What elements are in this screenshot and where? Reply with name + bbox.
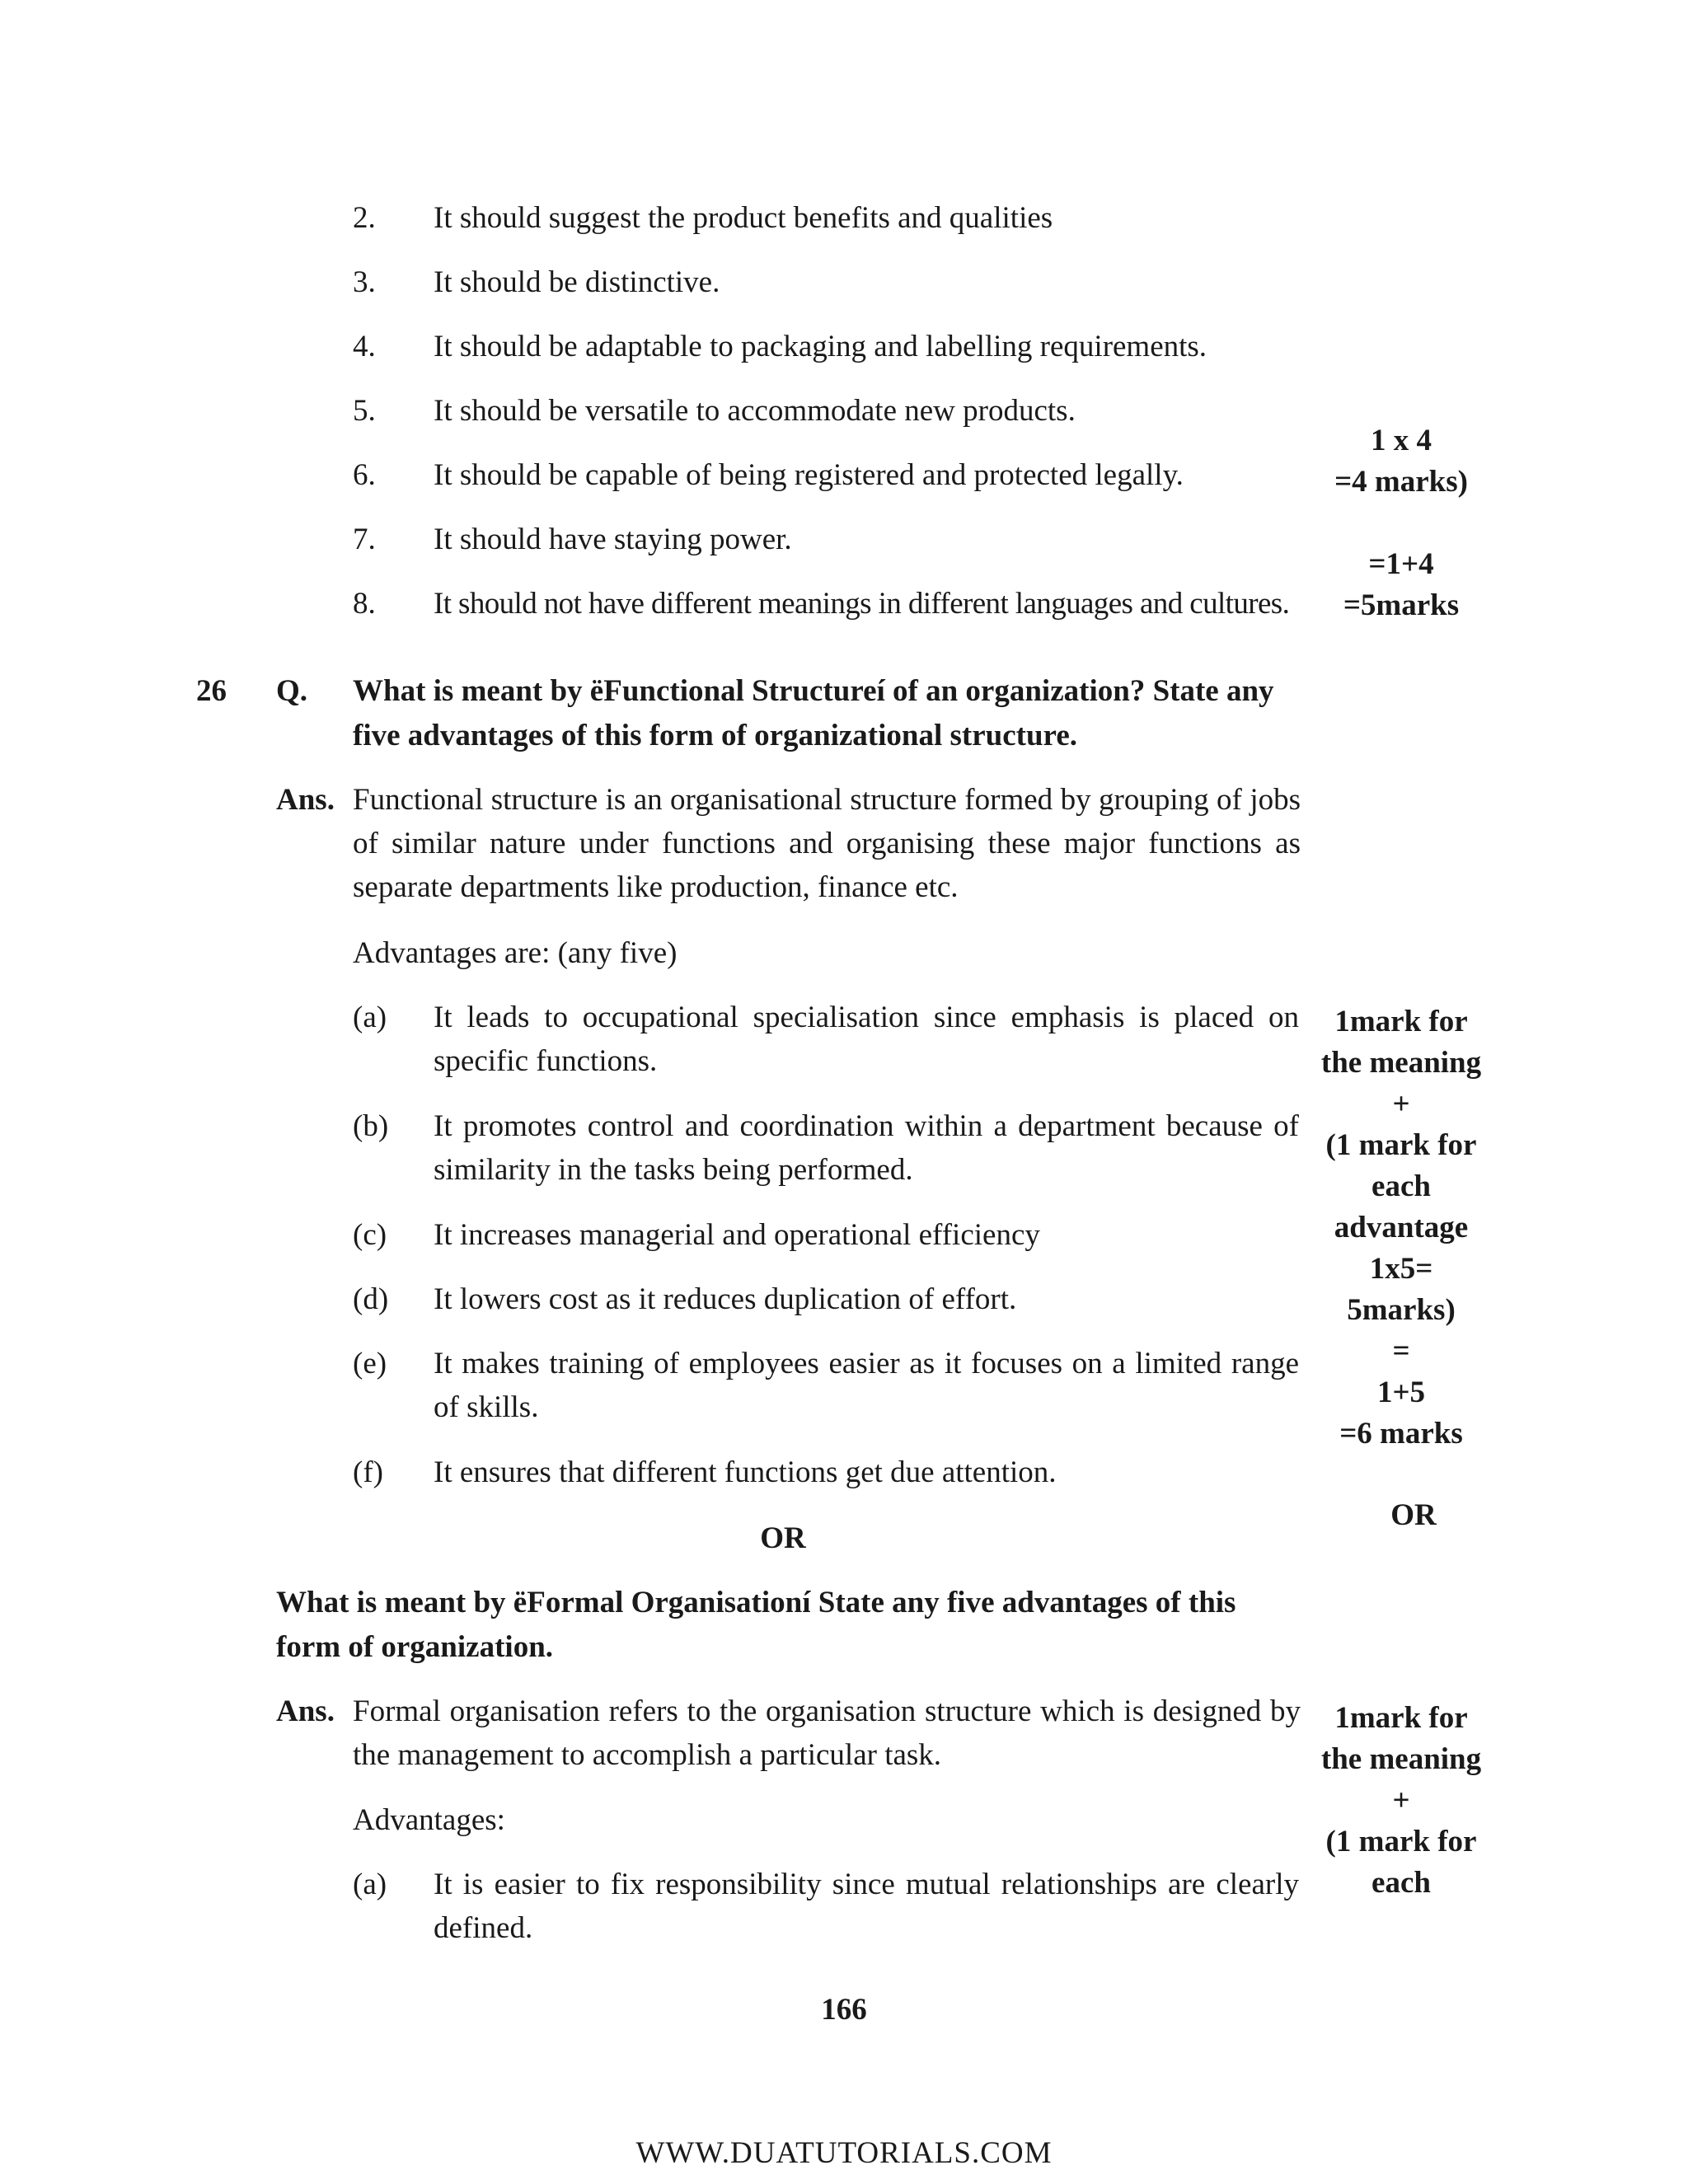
- list-number: 2.: [353, 201, 376, 235]
- item-text: It increases managerial and operational efficiency: [434, 1218, 1040, 1252]
- item-label: (e): [353, 1347, 387, 1380]
- marks-line: each: [1372, 1866, 1431, 1900]
- marks-line: +: [1392, 1783, 1410, 1817]
- question-text: five advantages of this form of organizational structure.: [353, 719, 1077, 752]
- answer-label: Ans.: [276, 783, 335, 817]
- marks-line: =4 marks): [1334, 465, 1468, 499]
- or-separator-right: OR: [1390, 1498, 1437, 1532]
- answer-text: Functional structure is an organisational structure formed by grouping of jobs of similar nature under functions and organising these major functions as separate departments like production, finance etc.: [353, 783, 1301, 904]
- list-number: 6.: [353, 458, 376, 492]
- marks-line: each: [1372, 1169, 1431, 1203]
- list-item-text: It should not have different meanings in different languages and cultures.: [434, 587, 1290, 621]
- marks-allocation: [1298, 1001, 1504, 1455]
- marks-line: +: [1392, 1087, 1410, 1121]
- alt-question-text: What is meant by ëFormal Organisationí State any five advantages of this: [276, 1586, 1236, 1619]
- marks-line: 1 x 4: [1371, 424, 1432, 457]
- footer-website: WWW.DUATUTORIALS.COM: [635, 2136, 1053, 2170]
- item-text: It is easier to fix responsibility since mutual relationships are clearly defined.: [434, 1868, 1299, 1945]
- marks-line: =5marks: [1343, 588, 1460, 622]
- marks-line: =6 marks: [1339, 1417, 1463, 1451]
- list-item-text: It should be distinctive.: [434, 265, 720, 299]
- question-number: 26: [196, 674, 227, 708]
- marks-line: (1 mark for: [1325, 1825, 1477, 1858]
- question-text: What is meant by ëFunctional Structureí of an organization? State any: [353, 674, 1274, 708]
- item-text: It leads to occupational specialisation since emphasis is placed on specific functions.: [434, 1001, 1299, 1078]
- advantages-heading: Advantages are: (any five): [353, 936, 678, 970]
- marks-line: 1mark for: [1334, 1701, 1468, 1735]
- list-item-text: It should be capable of being registered and protected legally.: [434, 458, 1184, 492]
- page-number: 166: [821, 1993, 867, 2027]
- list-number: 4.: [353, 330, 376, 363]
- marks-allocation: [1298, 1698, 1504, 1904]
- list-number: 3.: [353, 265, 376, 299]
- marks-line: 1+5: [1376, 1376, 1426, 1409]
- answer-label: Ans.: [276, 1694, 335, 1728]
- alt-question-text: form of organization.: [276, 1630, 554, 1664]
- item-text: It makes training of employees easier as it focuses on a limited range of skills.: [434, 1347, 1299, 1424]
- item-label: (f): [353, 1455, 383, 1489]
- marks-line: 1x5=: [1369, 1252, 1433, 1286]
- marks-line: advantage: [1334, 1211, 1469, 1244]
- advantages-heading: Advantages:: [353, 1803, 505, 1837]
- item-label: (a): [353, 1001, 387, 1034]
- item-text: It lowers cost as it reduces duplication of effort.: [434, 1282, 1017, 1316]
- marks-line: =1+4: [1368, 547, 1434, 581]
- item-label: (d): [353, 1282, 389, 1316]
- marks-line: (1 mark for: [1325, 1128, 1477, 1162]
- marks-line: the meaning: [1320, 1742, 1482, 1776]
- item-text: It promotes control and coordination within a department because of similarity in the tasks being performed.: [434, 1109, 1299, 1187]
- item-label: (a): [353, 1868, 387, 1901]
- question-label: Q.: [276, 674, 308, 708]
- marks-line: 1mark for: [1334, 1005, 1468, 1038]
- list-item-text: It should be versatile to accommodate new products.: [434, 394, 1076, 428]
- list-number: 8.: [353, 587, 376, 621]
- list-number: 5.: [353, 394, 376, 428]
- marks-line: 5marks): [1347, 1293, 1456, 1327]
- or-separator: OR: [760, 1521, 806, 1555]
- list-item-text: It should be adaptable to packaging and labelling requirements.: [434, 330, 1207, 363]
- answer-text: Formal organisation refers to the organisation structure which is designed by the management to accomplish a particular task.: [353, 1694, 1301, 1772]
- item-text: It ensures that different functions get due attention.: [434, 1455, 1057, 1489]
- marks-line: =: [1392, 1334, 1410, 1368]
- item-label: (b): [353, 1109, 389, 1143]
- list-item-text: It should suggest the product benefits and qualities: [434, 201, 1053, 235]
- marks-allocation: [1298, 420, 1504, 626]
- item-label: (c): [353, 1218, 387, 1252]
- list-number: 7.: [353, 523, 376, 556]
- list-item-text: It should have staying power.: [434, 523, 792, 556]
- marks-line: the meaning: [1320, 1046, 1482, 1080]
